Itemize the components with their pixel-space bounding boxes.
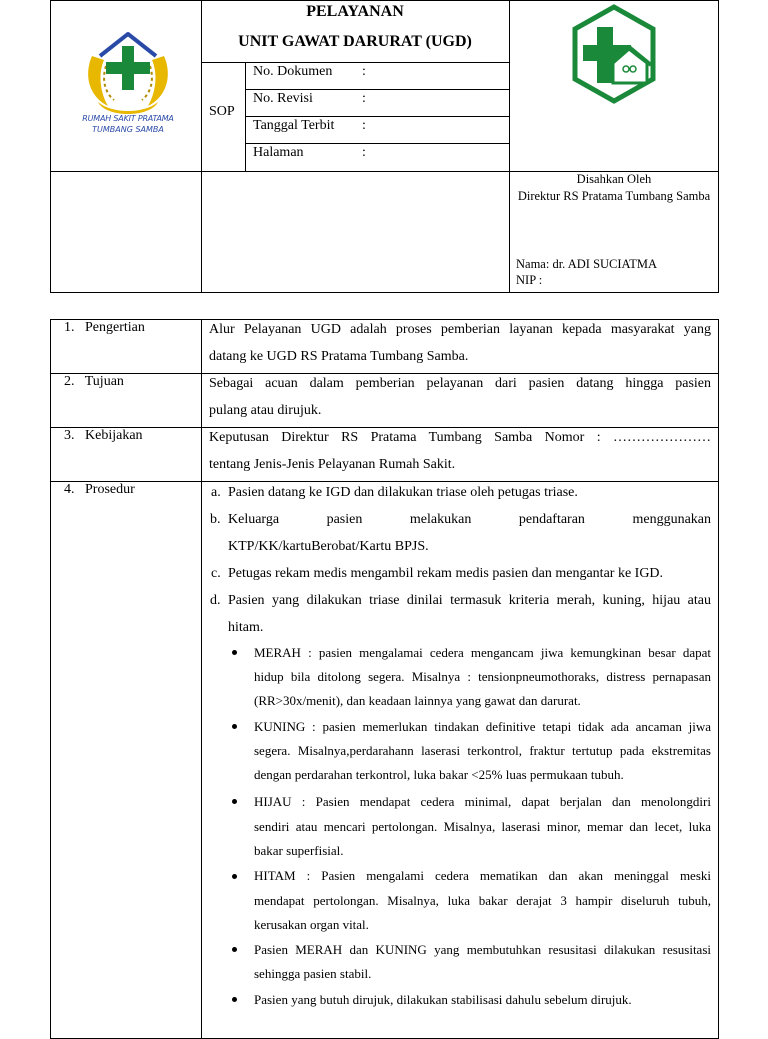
bullet-line: HITAM : Pasien mengalami cedera mematikan dan akan meninggal meski	[254, 868, 711, 883]
bullet-line: dengan perdarahan terkontrol, luka bakar <25% luas permukaan tubuh.	[254, 767, 624, 782]
bullet-line: mendapat pertolongan. Misalnya, luka bakar derajat 3 hampir diseluruh tubuh,	[254, 893, 711, 908]
logo-caption-line2: TUMBANG SAMBA	[92, 125, 164, 134]
kebijakan-line: tentang Jenis-Jenis Pelayanan Rumah Sakit.	[209, 457, 456, 472]
tujuan-line: pulang atau dirujuk.	[209, 403, 322, 418]
prosedur-item-marker: b.	[210, 512, 221, 527]
bullet-line: HIJAU : Pasien mendapat cedera minimal, dapat berjalan dan menolongdiri	[254, 794, 711, 809]
prosedur-item-marker: a.	[211, 485, 221, 500]
field-no-dokumen-label: No. Dokumen	[253, 64, 333, 79]
bullet-icon	[232, 947, 237, 952]
sop-label: SOP	[209, 104, 235, 119]
bullet-line: MERAH : pasien mengalamai cedera mengancam jiwa kemungkinan besar dapat	[254, 645, 711, 660]
bullet-line: (RR>30x/menit), dan keadaan lainnya yang gawat dan darurat.	[254, 693, 581, 708]
divider	[509, 0, 510, 293]
field-halaman-label: Halaman	[253, 145, 304, 160]
bullet-line: Pasien MERAH dan KUNING yang membutuhkan resusitasi dilakukan resusitasi	[254, 942, 711, 957]
approver-nip: NIP :	[516, 273, 543, 287]
bullet-line: hidup bila ditolong segera. Misalnya : tensionpneumothoraks, distress pernapasan	[254, 669, 711, 684]
bullet-line: sehingga pasien stabil.	[254, 966, 372, 981]
bullet-icon	[232, 799, 237, 804]
divider	[201, 62, 509, 63]
field-tanggal-terbit-sep: :	[362, 118, 366, 133]
field-no-dokumen-sep: :	[362, 64, 366, 79]
section-label-pengertian: 1. Pengertian	[64, 320, 145, 335]
approval-position: Direktur RS Pratama Tumbang Samba	[517, 189, 711, 203]
prosedur-item-line: hitam.	[228, 620, 264, 635]
field-tanggal-terbit-label: Tanggal Terbit	[253, 118, 335, 133]
divider	[245, 89, 509, 90]
approval-label: Disahkan Oleh	[576, 172, 652, 186]
bullet-line: sendiri atau mencari pertolongan. Misalnya, laserasi minor, memar dan lecet, luka	[254, 819, 711, 834]
prosedur-item-marker: d.	[210, 593, 221, 608]
document-title-line2: UNIT GAWAT DARURAT (UGD)	[238, 33, 472, 50]
divider	[245, 143, 509, 144]
prosedur-item-line: Pasien datang ke IGD dan dilakukan triase oleh petugas triase.	[228, 485, 578, 500]
ministry-emblem	[569, 3, 659, 106]
pengertian-line: datang ke UGD RS Pratama Tumbang Samba.	[209, 349, 469, 364]
tujuan-line: Sebagai acuan dalam pemberian pelayanan dari pasien datang hingga pasien	[209, 376, 711, 391]
approver-name: Nama: dr. ADI SUCIATMA	[516, 257, 657, 271]
prosedur-item-line: Petugas rekam medis mengambil rekam medis pasien dan mengantar ke IGD.	[228, 566, 664, 581]
section-label-prosedur: 4. Prosedur	[64, 482, 135, 497]
prosedur-item-line: Keluarga pasien melakukan pendaftaran menggunakan	[228, 512, 711, 527]
bullet-icon	[232, 874, 237, 879]
prosedur-item-marker: c.	[211, 566, 221, 581]
bullet-line: KUNING : pasien memerlukan tindakan definitive tetapi tidak ada ancaman jiwa	[254, 719, 711, 734]
bullet-icon	[232, 724, 237, 729]
field-no-revisi-sep: :	[362, 91, 366, 106]
kebijakan-line: Keputusan Direktur RS Pratama Tumbang Samba Nomor : …………………	[209, 430, 711, 445]
bullet-line: segera. Misalnya,perdarahann laserasi terkontrol, fraktur tertutup pada ekstremitas	[254, 743, 711, 758]
field-halaman-sep: :	[362, 145, 366, 160]
bullet-line: Pasien yang butuh dirujuk, dilakukan stabilisasi dahulu sebelum dirujuk.	[254, 992, 632, 1007]
divider	[245, 116, 509, 117]
pengertian-line: Alur Pelayanan UGD adalah proses pemberian layanan kepada masyarakat yang	[209, 322, 711, 337]
logo-caption-line1: RUMAH SAKIT PRATAMA	[82, 114, 174, 123]
bullet-icon	[232, 650, 237, 655]
bullet-line: kerusakan organ vital.	[254, 917, 369, 932]
field-no-revisi-label: No. Revisi	[253, 91, 313, 106]
section-label-kebijakan: 3. Kebijakan	[64, 428, 143, 443]
prosedur-item-line: KTP/KK/kartuBerobat/Kartu BPJS.	[228, 539, 429, 554]
prosedur-item-line: Pasien yang dilakukan triase dinilai termasuk kriteria merah, kuning, hijau atau	[228, 593, 711, 608]
document-title-line1: PELAYANAN	[306, 3, 404, 20]
bullet-line: bakar superfisial.	[254, 843, 344, 858]
bullet-icon	[232, 997, 237, 1002]
section-label-tujuan: 2. Tujuan	[64, 374, 124, 389]
